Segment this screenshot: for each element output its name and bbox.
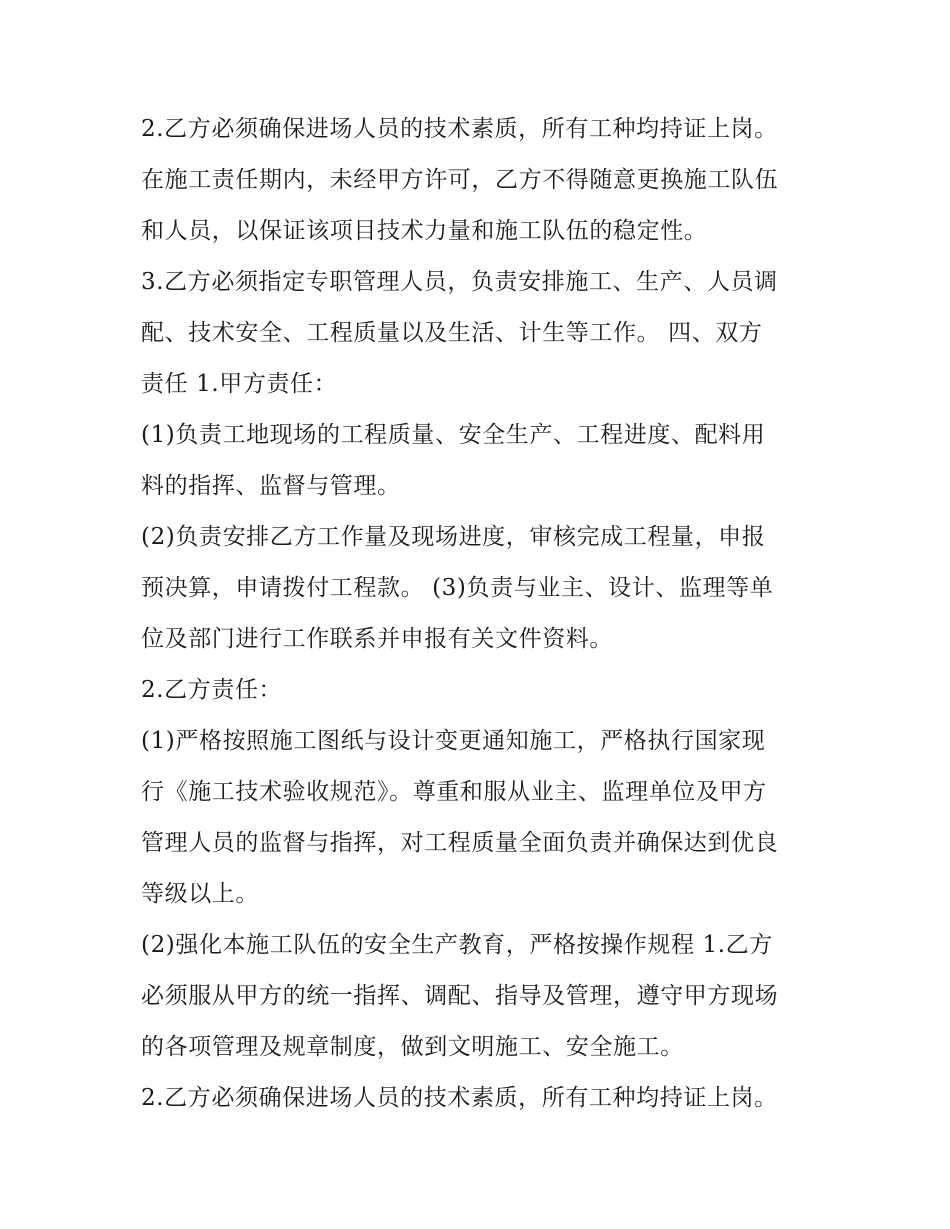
text-line-13: (1)严格按照施工图纸与设计变更通知施工，严格执行国家现 (141, 728, 766, 754)
text-line-7: (1)负责工地现场的工程质量、安全生产、工程进度、配料用 (141, 422, 766, 448)
text-line-18: 必须服从甲方的统一指挥、调配、指导及管理，遵守甲方现场 (141, 983, 779, 1009)
text-line-10: 预决算，申请拨付工程款。 (3)负责与业主、设计、监理等单 (141, 575, 774, 601)
text-line-20: 2.乙方必须确保进场人员的技术素质，所有工种均持证上岗。 (141, 1085, 778, 1111)
text-line-15: 管理人员的监督与指挥，对工程质量全面负责并确保达到优良 (141, 830, 779, 856)
text-line-6: 责任 1.甲方责任： (141, 371, 338, 397)
text-line-1: 2.乙方必须确保进场人员的技术素质，所有工种均持证上岗。 (141, 116, 778, 142)
text-line-19: 的各项管理及规章制度，做到文明施工、安全施工。 (141, 1034, 684, 1060)
text-line-17: (2)强化本施工队伍的安全生产教育，严格按操作规程 1.乙方 (141, 932, 773, 958)
document-body (141, 104, 811, 1124)
text-line-8: 料的指挥、监督与管理。 (141, 473, 401, 499)
text-line-4: 3.乙方必须指定专职管理人员，负责安排施工、生产、人员调 (141, 269, 778, 295)
text-line-14: 行《施工技术验收规范》。尊重和服从业主、监理单位及甲方 (141, 779, 767, 805)
text-line-12: 2.乙方责任： (141, 677, 283, 703)
text-line-5: 配、技术安全、工程质量以及生活、计生等工作。 四、双方 (141, 320, 763, 346)
text-line-2: 在施工责任期内，未经甲方许可，乙方不得随意更换施工队伍 (141, 167, 779, 193)
text-line-16: 等级以上。 (141, 881, 259, 907)
text-line-3: 和人员，以保证该项目技术力量和施工队伍的稳定性。 (141, 218, 708, 244)
text-line-11: 位及部门进行工作联系并申报有关文件资料。 (141, 626, 613, 652)
text-line-9: (2)负责安排乙方工作量及现场进度，审核完成工程量，申报 (141, 524, 766, 550)
